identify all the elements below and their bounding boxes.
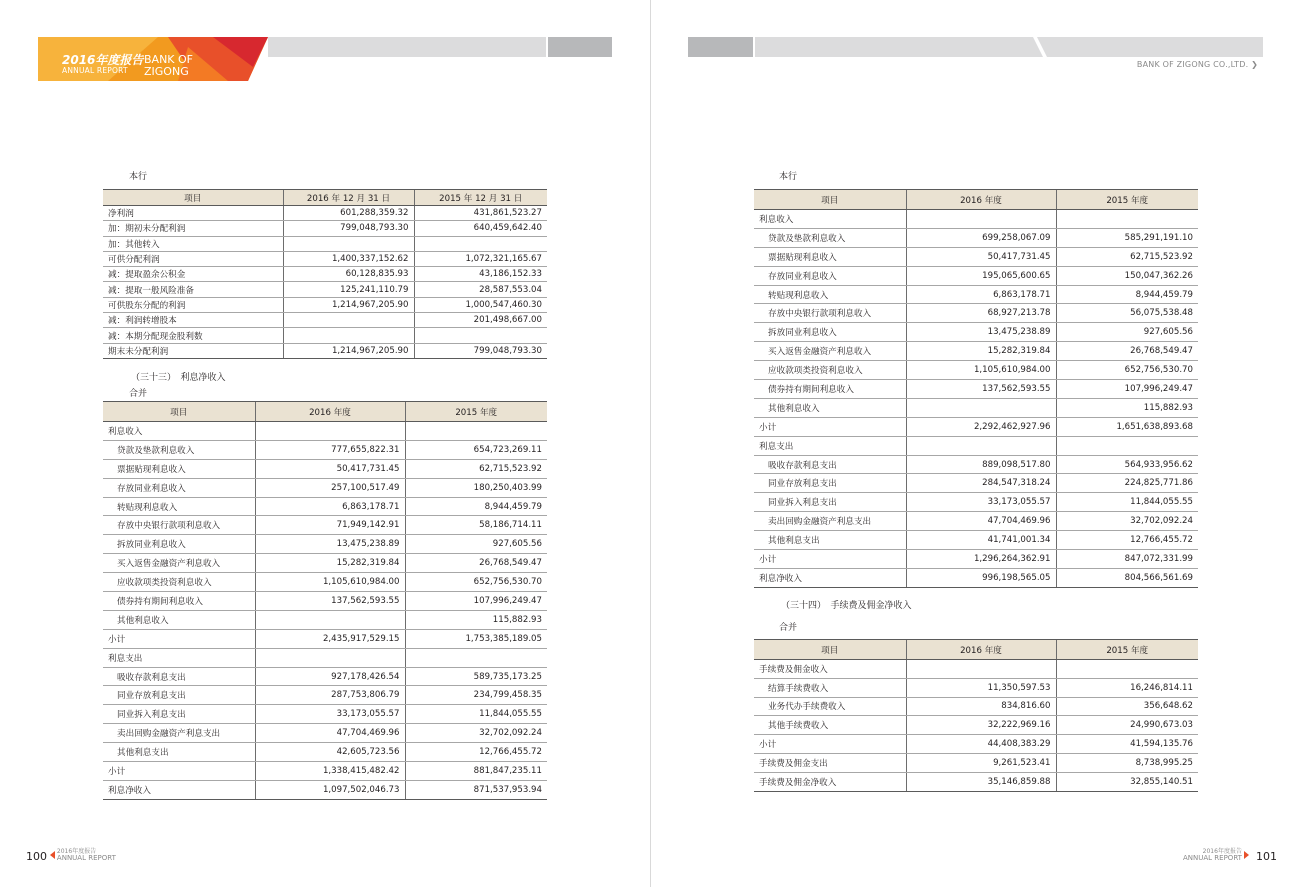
table-row bbox=[103, 343, 547, 358]
table-row bbox=[754, 493, 1198, 512]
table-row bbox=[754, 512, 1198, 531]
table-row bbox=[754, 568, 1198, 587]
interest-income-table-bank bbox=[754, 189, 1198, 588]
row-label: 利息收入 bbox=[754, 210, 906, 229]
value-2016: 33,173,055.57 bbox=[906, 493, 1056, 512]
value-2016: 2,292,462,927.96 bbox=[906, 417, 1056, 436]
row-label: 同业存放利息支出 bbox=[754, 474, 906, 493]
value-2016: 257,100,517.49 bbox=[255, 478, 405, 497]
value-2016: 41,741,001.34 bbox=[906, 531, 1056, 550]
row-label: 小计 bbox=[103, 629, 255, 648]
table-row bbox=[103, 667, 547, 686]
table-row bbox=[103, 478, 547, 497]
value-2015: 799,048,793.30 bbox=[414, 343, 547, 358]
brand-banner bbox=[38, 37, 268, 81]
row-label: 其他利息支出 bbox=[103, 743, 255, 762]
table-row bbox=[103, 459, 547, 478]
row-label: 债券持有期间利息收入 bbox=[103, 592, 255, 611]
value-2016: 996,198,565.05 bbox=[906, 568, 1056, 587]
row-label: 同业存放利息支出 bbox=[103, 686, 255, 705]
table-row bbox=[754, 417, 1198, 436]
col-header-2015: 2015 年度 bbox=[1056, 190, 1198, 210]
table-row bbox=[103, 573, 547, 592]
value-2015: 881,847,235.11 bbox=[405, 762, 547, 781]
table-row bbox=[103, 267, 547, 282]
value-2015: 927,605.56 bbox=[405, 535, 547, 554]
table-row bbox=[754, 342, 1198, 361]
table-row bbox=[754, 247, 1198, 266]
value-2015: 107,996,249.47 bbox=[1056, 380, 1198, 399]
value-2015: 32,702,092.24 bbox=[405, 724, 547, 743]
value-2016: 1,400,337,152.62 bbox=[283, 251, 414, 266]
brand-bank-name bbox=[144, 54, 193, 78]
table-row bbox=[754, 285, 1198, 304]
value-2015: 564,933,956.62 bbox=[1056, 455, 1198, 474]
value-2015: 58,186,714.11 bbox=[405, 516, 547, 535]
row-label: 加：其他转入 bbox=[103, 236, 283, 251]
value-2015: 107,996,249.47 bbox=[405, 592, 547, 611]
row-label: 可供股东分配的利润 bbox=[103, 297, 283, 312]
row-label: 同业拆入利息支出 bbox=[103, 705, 255, 724]
table-row bbox=[754, 266, 1198, 285]
table-row bbox=[103, 554, 547, 573]
value-2015 bbox=[414, 328, 547, 343]
value-2016: 927,178,426.54 bbox=[255, 667, 405, 686]
value-2016: 6,863,178.71 bbox=[906, 285, 1056, 304]
row-label: 卖出回购金融资产利息支出 bbox=[754, 512, 906, 531]
bank-label: 本行 bbox=[129, 172, 148, 182]
table-row bbox=[103, 221, 547, 236]
value-2016: 287,753,806.79 bbox=[255, 686, 405, 705]
value-2015: 16,246,814.11 bbox=[1056, 678, 1198, 697]
page-number: 100 bbox=[26, 850, 47, 863]
value-2016: 1,296,264,362.91 bbox=[906, 550, 1056, 569]
value-2015: 56,075,538.48 bbox=[1056, 304, 1198, 323]
table-row bbox=[103, 297, 547, 312]
value-2015: 1,072,321,165.67 bbox=[414, 251, 547, 266]
value-2015: 43,186,152.33 bbox=[414, 267, 547, 282]
table-row bbox=[754, 735, 1198, 754]
value-2015: 11,844,055.55 bbox=[405, 705, 547, 724]
table-row bbox=[103, 743, 547, 762]
row-label: 减：提取盈余公积金 bbox=[103, 267, 283, 282]
table-row bbox=[103, 516, 547, 535]
value-2016 bbox=[255, 422, 405, 441]
row-label: 其他手续费收入 bbox=[754, 716, 906, 735]
value-2016: 889,098,517.80 bbox=[906, 455, 1056, 474]
combined-label: 合并 bbox=[779, 623, 798, 633]
row-label: 拆放同业利息收入 bbox=[754, 323, 906, 342]
value-2015 bbox=[1056, 210, 1198, 229]
row-label: 加：期初未分配利润 bbox=[103, 221, 283, 236]
value-2015: 234,799,458.35 bbox=[405, 686, 547, 705]
table-row bbox=[754, 361, 1198, 380]
value-2015: 115,882.93 bbox=[405, 610, 547, 629]
row-label: 债券持有期间利息收入 bbox=[754, 380, 906, 399]
footer-mark bbox=[1183, 849, 1249, 861]
col-header-2015: 2015 年度 bbox=[405, 402, 547, 422]
row-label: 吸收存款利息支出 bbox=[754, 455, 906, 474]
value-2015: 24,990,673.03 bbox=[1056, 716, 1198, 735]
value-2015 bbox=[414, 236, 547, 251]
right-brand bbox=[1137, 60, 1258, 69]
row-label: 卖出回购金融资产利息支出 bbox=[103, 724, 255, 743]
value-2016: 284,547,318.24 bbox=[906, 474, 1056, 493]
row-label: 贷款及垫款利息收入 bbox=[754, 228, 906, 247]
value-2015: 804,566,561.69 bbox=[1056, 568, 1198, 587]
value-2016: 60,128,835.93 bbox=[283, 267, 414, 282]
footer-mark-ar: ANNUAL REPORT bbox=[56, 854, 116, 862]
row-label: 转贴现利息收入 bbox=[754, 285, 906, 304]
value-2015: 927,605.56 bbox=[1056, 323, 1198, 342]
row-label: 存放同业利息收入 bbox=[754, 266, 906, 285]
header-band bbox=[268, 37, 546, 57]
value-2016: 50,417,731.45 bbox=[906, 247, 1056, 266]
value-2015: 654,723,269.11 bbox=[405, 440, 547, 459]
value-2016: 601,288,359.32 bbox=[283, 206, 414, 221]
value-2016: 13,475,238.89 bbox=[906, 323, 1056, 342]
value-2016: 35,146,859.88 bbox=[906, 772, 1056, 791]
value-2015 bbox=[405, 422, 547, 441]
row-label: 期末未分配利润 bbox=[103, 343, 283, 358]
table-row bbox=[754, 531, 1198, 550]
value-2015 bbox=[405, 648, 547, 667]
value-2016 bbox=[906, 210, 1056, 229]
right-brand-text: BANK OF ZIGONG CO.,LTD. bbox=[1136, 60, 1249, 69]
footer-mark-year: 2016年度报告 bbox=[56, 848, 97, 855]
value-2015: 115,882.93 bbox=[1056, 398, 1198, 417]
fee-commission-table bbox=[754, 639, 1198, 792]
value-2015: 32,855,140.51 bbox=[1056, 772, 1198, 791]
value-2015: 652,756,530.70 bbox=[405, 573, 547, 592]
bank-label: 本行 bbox=[779, 172, 798, 182]
table-row bbox=[103, 251, 547, 266]
row-label: 净利润 bbox=[103, 206, 283, 221]
table-row bbox=[103, 610, 547, 629]
row-label: 存放中央银行款项利息收入 bbox=[754, 304, 906, 323]
right-page bbox=[650, 0, 1300, 887]
value-2015: 8,944,459.79 bbox=[1056, 285, 1198, 304]
table-row bbox=[103, 236, 547, 251]
col-header-2015: 2015 年度 bbox=[1056, 640, 1198, 660]
value-2015: 41,594,135.76 bbox=[1056, 735, 1198, 754]
value-2016: 50,417,731.45 bbox=[255, 459, 405, 478]
row-label: 票据贴现利息收入 bbox=[103, 459, 255, 478]
value-2015: 12,766,455.72 bbox=[1056, 531, 1198, 550]
table-row bbox=[103, 686, 547, 705]
row-label: 小计 bbox=[103, 762, 255, 781]
value-2015: 26,768,549.47 bbox=[405, 554, 547, 573]
value-2016: 799,048,793.30 bbox=[283, 221, 414, 236]
value-2016 bbox=[283, 236, 414, 251]
table-row bbox=[103, 724, 547, 743]
footer-triangle-icon bbox=[1244, 851, 1249, 859]
value-2015: 589,735,173.25 bbox=[405, 667, 547, 686]
page-number: 101 bbox=[1256, 850, 1277, 863]
interest-income-table-consolidated bbox=[103, 401, 547, 800]
value-2015: 12,766,455.72 bbox=[405, 743, 547, 762]
table-row bbox=[754, 455, 1198, 474]
value-2015: 26,768,549.47 bbox=[1056, 342, 1198, 361]
table-row bbox=[754, 304, 1198, 323]
table-row bbox=[103, 313, 547, 328]
value-2016: 15,282,319.84 bbox=[906, 342, 1056, 361]
value-2016 bbox=[906, 398, 1056, 417]
row-label: 手续费及佣金支出 bbox=[754, 753, 906, 772]
value-2016 bbox=[255, 648, 405, 667]
table-row bbox=[103, 282, 547, 297]
value-2015: 652,756,530.70 bbox=[1056, 361, 1198, 380]
value-2016: 125,241,110.79 bbox=[283, 282, 414, 297]
row-label: 手续费及佣金净收入 bbox=[754, 772, 906, 791]
col-header-2015: 2015 年 12 月 31 日 bbox=[414, 190, 547, 206]
row-label: 减：本期分配现金股利数 bbox=[103, 328, 283, 343]
value-2015: 62,715,523.92 bbox=[1056, 247, 1198, 266]
row-label: 其他利息收入 bbox=[103, 610, 255, 629]
row-label: 买入返售金融资产利息收入 bbox=[103, 554, 255, 573]
value-2015 bbox=[1056, 436, 1198, 455]
section-title: （三十三） 利息净收入 bbox=[131, 373, 226, 383]
row-label: 其他利息收入 bbox=[754, 398, 906, 417]
value-2016: 1,214,967,205.90 bbox=[283, 297, 414, 312]
value-2016: 1,214,967,205.90 bbox=[283, 343, 414, 358]
row-label: 利息支出 bbox=[103, 648, 255, 667]
table-row bbox=[103, 535, 547, 554]
value-2015: 1,753,385,189.05 bbox=[405, 629, 547, 648]
value-2016: 137,562,593.55 bbox=[255, 592, 405, 611]
value-2016: 1,105,610,984.00 bbox=[906, 361, 1056, 380]
section-title: （三十四） 手续费及佣金净收入 bbox=[781, 601, 912, 611]
value-2016 bbox=[906, 660, 1056, 679]
row-label: 吸收存款利息支出 bbox=[103, 667, 255, 686]
value-2016 bbox=[255, 610, 405, 629]
row-label: 存放同业利息收入 bbox=[103, 478, 255, 497]
value-2015: 224,825,771.86 bbox=[1056, 474, 1198, 493]
table-row bbox=[103, 440, 547, 459]
header-band-dark bbox=[688, 37, 753, 57]
row-label: 利息收入 bbox=[103, 422, 255, 441]
value-2016: 68,927,213.78 bbox=[906, 304, 1056, 323]
row-label: 买入返售金融资产利息收入 bbox=[754, 342, 906, 361]
value-2015: 201,498,667.00 bbox=[414, 313, 547, 328]
table-row bbox=[103, 497, 547, 516]
value-2015: 8,944,459.79 bbox=[405, 497, 547, 516]
row-label: 小计 bbox=[754, 735, 906, 754]
brand-year-title: 2016年度报告 bbox=[62, 53, 144, 67]
row-label: 结算手续费收入 bbox=[754, 678, 906, 697]
value-2015: 871,537,953.94 bbox=[405, 780, 547, 799]
value-2016: 71,949,142.91 bbox=[255, 516, 405, 535]
value-2015: 8,738,995.25 bbox=[1056, 753, 1198, 772]
table-row bbox=[754, 716, 1198, 735]
value-2016: 13,475,238.89 bbox=[255, 535, 405, 554]
footer-mark-ar: ANNUAL REPORT bbox=[1183, 854, 1242, 862]
table-row bbox=[754, 228, 1198, 247]
table-row bbox=[103, 422, 547, 441]
combined-label: 合并 bbox=[129, 389, 148, 399]
value-2015: 585,291,191.10 bbox=[1056, 228, 1198, 247]
table-row bbox=[754, 474, 1198, 493]
value-2015: 356,648.62 bbox=[1056, 697, 1198, 716]
table-row bbox=[754, 380, 1198, 399]
brand-annual-report: ANNUAL REPORT bbox=[62, 66, 128, 75]
col-header-2016: 2016 年 12 月 31 日 bbox=[283, 190, 414, 206]
table-row bbox=[754, 772, 1198, 791]
value-2015: 11,844,055.55 bbox=[1056, 493, 1198, 512]
table-row bbox=[103, 629, 547, 648]
row-label: 小计 bbox=[754, 417, 906, 436]
value-2016: 195,065,600.65 bbox=[906, 266, 1056, 285]
row-label: 小计 bbox=[754, 550, 906, 569]
value-2016: 1,105,610,984.00 bbox=[255, 573, 405, 592]
brand-bank-line1: BANK OF bbox=[144, 53, 193, 66]
col-header-2016: 2016 年度 bbox=[906, 190, 1056, 210]
value-2016: 47,704,469.96 bbox=[255, 724, 405, 743]
value-2016: 699,258,067.09 bbox=[906, 228, 1056, 247]
value-2016 bbox=[906, 436, 1056, 455]
table-row bbox=[754, 660, 1198, 679]
profit-distribution-table bbox=[103, 189, 547, 359]
value-2016: 47,704,469.96 bbox=[906, 512, 1056, 531]
table-row bbox=[754, 210, 1198, 229]
value-2016: 15,282,319.84 bbox=[255, 554, 405, 573]
value-2016: 33,173,055.57 bbox=[255, 705, 405, 724]
value-2015: 62,715,523.92 bbox=[405, 459, 547, 478]
value-2015: 1,000,547,460.30 bbox=[414, 297, 547, 312]
row-label: 应收款项类投资利息收入 bbox=[754, 361, 906, 380]
table-row bbox=[754, 550, 1198, 569]
col-header-item: 项目 bbox=[103, 190, 283, 206]
row-label: 可供分配利润 bbox=[103, 251, 283, 266]
value-2016: 42,605,723.56 bbox=[255, 743, 405, 762]
value-2016: 6,863,178.71 bbox=[255, 497, 405, 516]
row-label: 利息净收入 bbox=[103, 780, 255, 799]
row-label: 利息净收入 bbox=[754, 568, 906, 587]
col-header-item: 项目 bbox=[754, 190, 906, 210]
table-row bbox=[103, 648, 547, 667]
col-header-item: 项目 bbox=[754, 640, 906, 660]
table-row bbox=[754, 678, 1198, 697]
value-2015: 1,651,638,893.68 bbox=[1056, 417, 1198, 436]
value-2015: 180,250,403.99 bbox=[405, 478, 547, 497]
row-label: 转贴现利息收入 bbox=[103, 497, 255, 516]
table-row bbox=[103, 780, 547, 799]
col-header-2016: 2016 年度 bbox=[906, 640, 1056, 660]
value-2016: 11,350,597.53 bbox=[906, 678, 1056, 697]
value-2016: 137,562,593.55 bbox=[906, 380, 1056, 399]
footer-triangle-icon bbox=[50, 851, 55, 859]
table-row bbox=[754, 697, 1198, 716]
row-label: 业务代办手续费收入 bbox=[754, 697, 906, 716]
row-label: 拆放同业利息收入 bbox=[103, 535, 255, 554]
value-2016: 777,655,822.31 bbox=[255, 440, 405, 459]
footer-mark-year: 2016年度报告 bbox=[1202, 848, 1242, 855]
value-2016: 32,222,969.16 bbox=[906, 716, 1056, 735]
table-row bbox=[754, 436, 1198, 455]
col-header-item: 项目 bbox=[103, 402, 255, 422]
value-2015: 150,047,362.26 bbox=[1056, 266, 1198, 285]
value-2016: 2,435,917,529.15 bbox=[255, 629, 405, 648]
col-header-2016: 2016 年度 bbox=[255, 402, 405, 422]
value-2015: 32,702,092.24 bbox=[1056, 512, 1198, 531]
value-2015: 28,587,553.04 bbox=[414, 282, 547, 297]
footer-mark bbox=[50, 849, 116, 861]
value-2015 bbox=[1056, 660, 1198, 679]
row-label: 减：提取一般风险准备 bbox=[103, 282, 283, 297]
table-row bbox=[754, 398, 1198, 417]
value-2016 bbox=[283, 328, 414, 343]
row-label: 利息支出 bbox=[754, 436, 906, 455]
value-2016: 1,338,415,482.42 bbox=[255, 762, 405, 781]
row-label: 减：利润转增股本 bbox=[103, 313, 283, 328]
value-2015: 640,459,642.40 bbox=[414, 221, 547, 236]
table-row bbox=[103, 328, 547, 343]
table-row bbox=[754, 753, 1198, 772]
header-band-dark bbox=[548, 37, 612, 57]
value-2016 bbox=[283, 313, 414, 328]
row-label: 同业拆入利息支出 bbox=[754, 493, 906, 512]
table-row bbox=[103, 762, 547, 781]
row-label: 其他利息支出 bbox=[754, 531, 906, 550]
table-row bbox=[103, 705, 547, 724]
row-label: 贷款及垫款利息收入 bbox=[103, 440, 255, 459]
chevron-right-icon: ❯ bbox=[1251, 60, 1258, 69]
brand-bank-line2: ZIGONG bbox=[144, 65, 189, 78]
value-2016: 9,261,523.41 bbox=[906, 753, 1056, 772]
row-label: 票据贴现利息收入 bbox=[754, 247, 906, 266]
value-2015: 431,861,523.27 bbox=[414, 206, 547, 221]
row-label: 应收款项类投资利息收入 bbox=[103, 573, 255, 592]
table-row bbox=[103, 592, 547, 611]
value-2016: 834,816.60 bbox=[906, 697, 1056, 716]
table-row bbox=[754, 323, 1198, 342]
value-2016: 44,408,383.29 bbox=[906, 735, 1056, 754]
value-2015: 847,072,331.99 bbox=[1056, 550, 1198, 569]
row-label: 存放中央银行款项利息收入 bbox=[103, 516, 255, 535]
value-2016: 1,097,502,046.73 bbox=[255, 780, 405, 799]
header-band-shape bbox=[755, 37, 1263, 59]
table-row bbox=[103, 206, 547, 221]
row-label: 手续费及佣金收入 bbox=[754, 660, 906, 679]
